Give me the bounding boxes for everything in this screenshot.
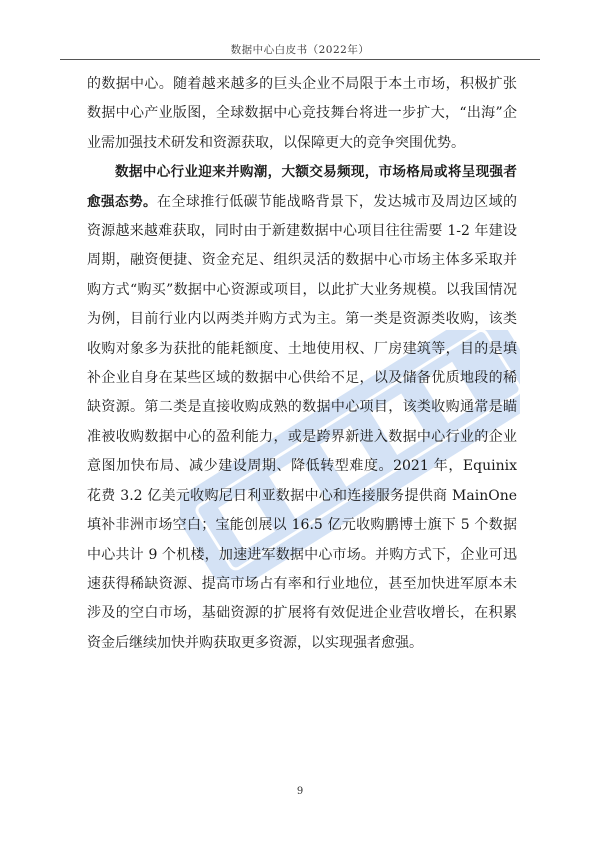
paragraph-mergers bbox=[87, 158, 517, 658]
paragraph-lead-sentence: 数据中心行业迎来并购潮，大额交易频现，市场格局或将呈现强者愈强态势。 bbox=[87, 164, 517, 210]
header-rule bbox=[60, 59, 540, 60]
page-number: 9 bbox=[296, 786, 304, 797]
body-text bbox=[87, 70, 517, 658]
paragraph-continuation: 的数据中心。随着越来越多的巨头企业不局限于本土市场，积极扩张数据中心产业版图，全球数据中心竞技舞台将进一步扩大，“出海”企业需加强技术研发和资源获取，以保障更大的竞争突围优势。 bbox=[87, 76, 517, 151]
running-header: 数据中心白皮书（2022年） bbox=[230, 44, 370, 56]
paragraph-body: 在全球推行低碳节能战略背景下，发达城市及周边区域的资源越来越难获取，同时由于新建数据中心项目往往需要 1-2 年建设周期，融资便捷、资金充足、组织灵活的数据中心市场主体多采取并购方式“购买”数据中心资源或项目，以此扩大业务规模。以我国情况为例，目前行业内以两类并购方式为主。第一类是资源类收购，该类收购对象多为获批的能耗额度、土地使用权、厂房建筑等，目的是填补企业自身在某些区域的数据中心供给不足，以及储备优质地段的稀缺资源。第二类是直接收购成熟的数据中心项目，该类收购通常是瞄准被收购数据中心的盈利能力，或是跨界新进入数据中心行业的企业意图加快布局、减少建设周期、降低转型难度。2021 年，Equinix 花费 3.2 亿美元收购尼日利亚数据中心和连接服务提供商 MainOne 填补非洲市场空白；宝能创展以 16.5 亿元收购鹏博士旗下 5 个数据中心共计 9 个机楼，加速进军数据中心市场。并购方式下，企业可迅速获得稀缺资源、提高市场占有率和行业地位，甚至加快进军原本未涉及的空白市场，基础资源的扩展将有效促进企业营收增长，在积累资金后继续加快并购获取更多资源，以实现强者愈强。 bbox=[87, 193, 518, 651]
